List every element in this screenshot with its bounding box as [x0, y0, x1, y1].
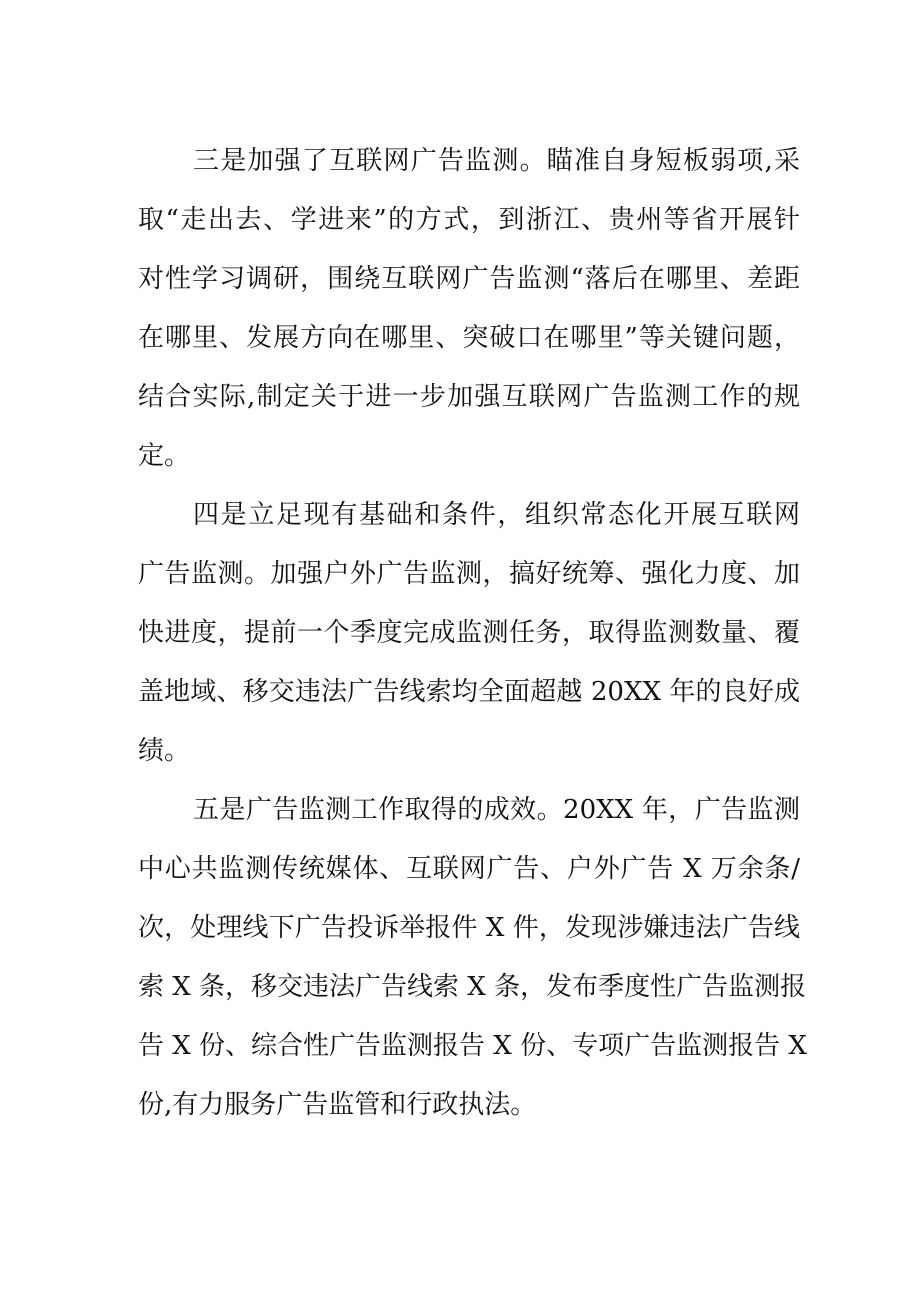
text-line: 三是加强了互联网广告监测。瞄准自身短板弱项,采	[193, 146, 800, 176]
text-line: 定。	[138, 441, 191, 471]
paragraph-monitoring-results	[138, 781, 807, 1135]
document-body	[138, 132, 807, 1135]
text-line: 广告监测。加强户外广告监测，搞好统筹、强化力度、加	[138, 559, 800, 589]
text-line: 在哪里、发展方向在哪里、突破口在哪里”等关键问题，	[138, 323, 800, 353]
text-line: 快进度，提前一个季度完成监测任务，取得监测数量、覆	[138, 618, 800, 648]
text-line: 次，处理线下广告投诉举报件 X 件，发现涉嫌违法广告线	[138, 913, 800, 943]
paragraph-regular-monitoring	[138, 486, 800, 781]
text-line: 绩。	[138, 736, 191, 766]
text-line: 中心共监测传统媒体、互联网广告、户外广告 X 万余条/	[138, 854, 800, 884]
text-line: 索 X 条，移交违法广告线索 X 条，发布季度性广告监测报	[138, 972, 807, 1002]
text-line: 取“走出去、学进来”的方式，到浙江、贵州等省开展针	[138, 205, 800, 235]
text-line: 盖地域、移交违法广告线索均全面超越 20XX 年的良好成	[138, 677, 800, 707]
text-line: 四是立足现有基础和条件，组织常态化开展互联网	[193, 500, 800, 530]
text-line: 结合实际,制定关于进一步加强互联网广告监测工作的规	[138, 382, 800, 412]
text-line: 五是广告监测工作取得的成效。20XX 年，广告监测	[193, 795, 800, 825]
text-line: 对性学习调研，围绕互联网广告监测“落后在哪里、差距	[138, 264, 800, 294]
paragraph-internet-ad-monitoring	[138, 132, 800, 486]
text-line: 份,有力服务广告监管和行政执法。	[138, 1090, 537, 1120]
text-line: 告 X 份、综合性广告监测报告 X 份、专项广告监测报告 X	[138, 1031, 807, 1061]
